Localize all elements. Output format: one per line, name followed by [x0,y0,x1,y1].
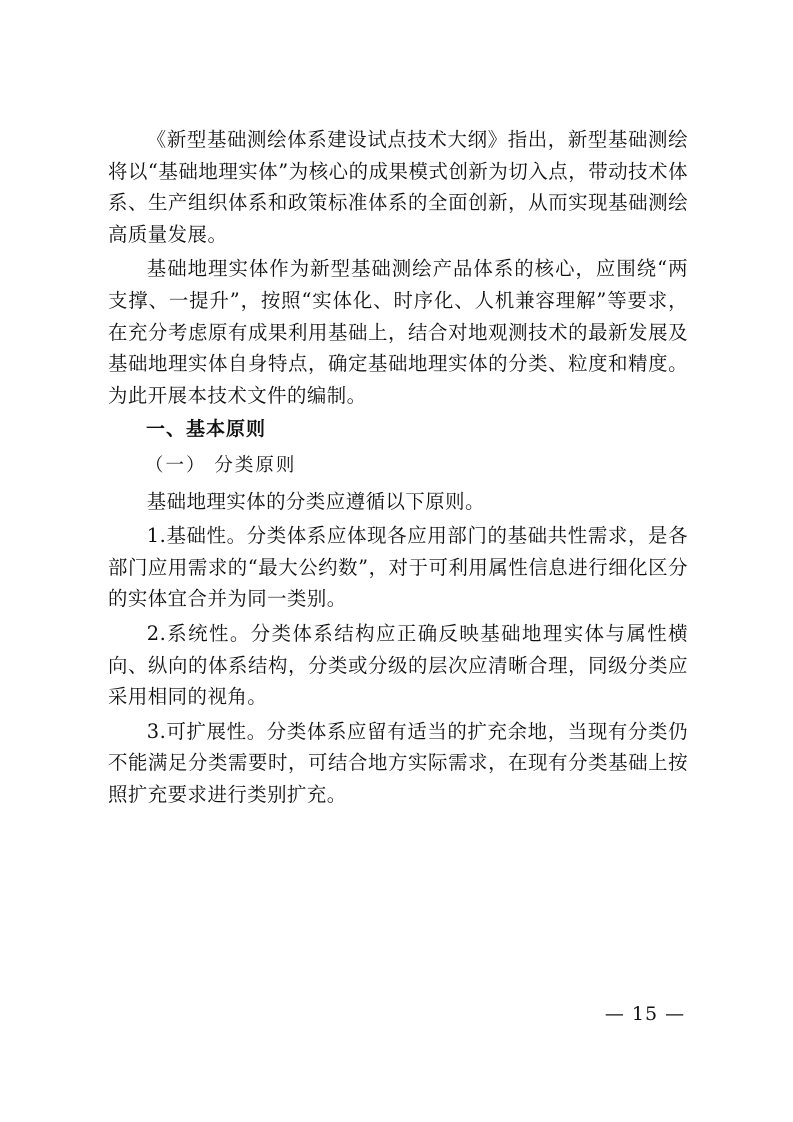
principle-intro-paragraph: 基础地理实体的分类应遵循以下原则。 [146,489,485,513]
page-number: — 15 — [604,1003,686,1025]
principle-systematic-paragraph: 2.系统性。分类体系结构应正确反映基础地理实体与属性横向、纵向的体系结构，分类或分级的层次应清晰合理，同级分类应采用相同的视角。 [108,621,688,709]
intro-paragraph-2: 基础地理实体作为新型基础测绘产品体系的核心，应围绕“两支撑、一提升”，按照“实体化、时序化、人机兼容理解”等要求，在充分考虑原有成果利用基础上，结合对地观测技术的最新发展及基础地理实体自身特点，确定基础地理实体的分类、粒度和精度。为此开展本技术文件的编制。 [108,257,688,407]
principle-extensible-paragraph: 3.可扩展性。分类体系应留有适当的扩充余地，当现有分类仍不能满足分类需要时，可结合地方实际需求，在现有分类基础上按照扩充要求进行类别扩充。 [108,719,688,806]
section-heading: 一、基本原则 [146,418,267,441]
principle-basic-paragraph: 1.基础性。分类体系应体现各应用部门的基础共性需求，是各部门应用需求的“最大公约数”，对于可利用属性信息进行细化区分的实体宜合并为同一类别。 [108,524,688,611]
document-body [108,124,688,813]
intro-paragraph-1: 《新型基础测绘体系建设试点技术大纲》指出，新型基础测绘将以“基础地理实体”为核心的成果模式创新为切入点，带动技术体系、生产组织体系和政策标准体系的全面创新，从而实现基础测绘高质量发展。 [108,128,688,246]
subsection-heading: （一） 分类原则 [145,454,297,476]
